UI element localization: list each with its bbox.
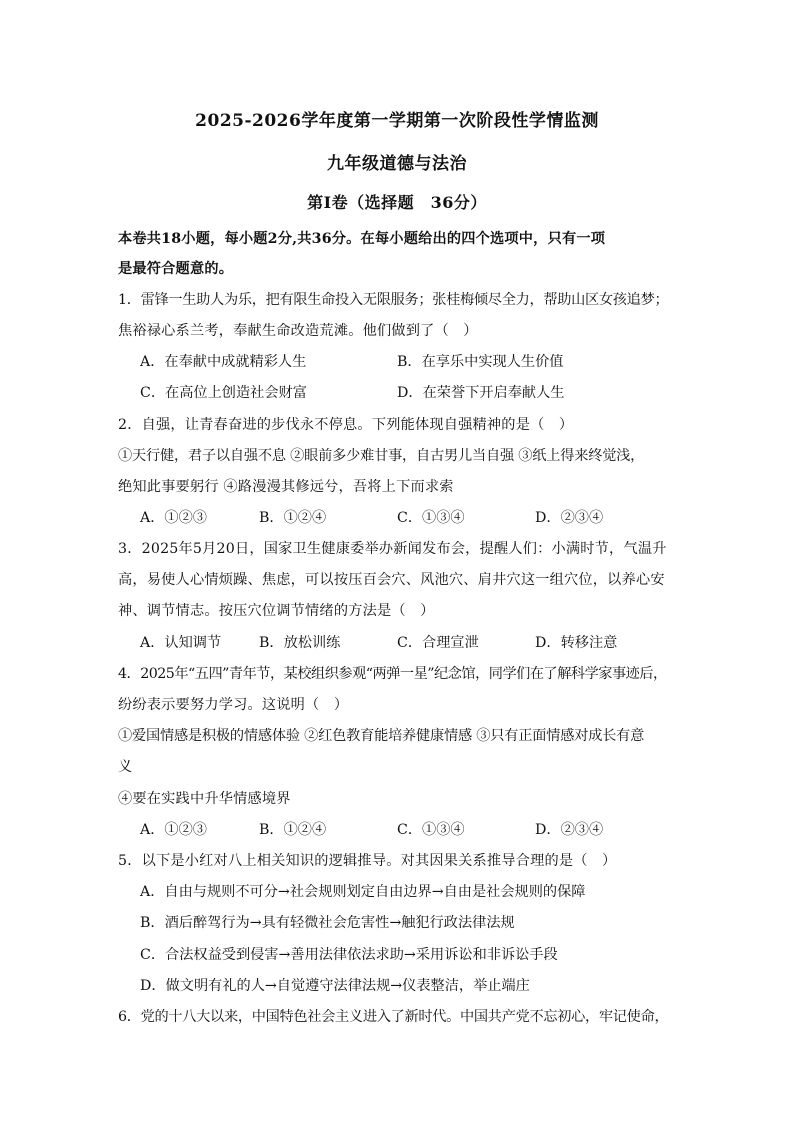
q3-stem-line-1: 3．2025年5月20日，国家卫生健康委举办新闻发布会，提醒人们：小满时节，气温升 xyxy=(118,541,667,557)
q2-statements-line-2: 绝知此事要躬行 ④路漫漫其修远兮，吾将上下而求索 xyxy=(118,479,454,495)
q2-option-d: D．②③④ xyxy=(535,510,604,526)
q4-stem-line-1: 4．2025年“五四”青年节，某校组织参观“两弹一星”纪念馆，同学们在了解科学家事迹后， xyxy=(118,666,667,682)
q2-option-a: A．①②③ xyxy=(140,510,207,526)
q3-option-d: D．转移注意 xyxy=(535,635,618,651)
section-title: 第Ⅰ卷（选择题 36分） xyxy=(307,193,487,212)
q5-stem: 5．以下是小红对八上相关知识的逻辑推导。对其因果关系推导合理的是（ ） xyxy=(118,853,617,869)
q3-stem-line-3: 神、调节情志。按压穴位调节情绪的方法是（ ） xyxy=(118,603,435,619)
q1-stem-line-2: 焦裕禄心系兰考，奉献生命改造荒滩。他们做到了（ ） xyxy=(118,323,478,339)
q6-stem-line-1: 6．党的十八大以来，中国特色社会主义进入了新时代。中国共产党不忘初心，牢记使命， xyxy=(118,1009,669,1025)
q4-option-c: C．①③④ xyxy=(397,822,465,838)
q5-option-d: D．做文明有礼的人→自觉遵守法律法规→仪表整洁，举止端庄 xyxy=(140,978,530,994)
q4-stem-line-2: 纷纷表示要努力学习。这说明（ ） xyxy=(118,697,349,713)
q3-stem-line-2: 高，易使人心情烦躁、焦虑，可以按压百会穴、风池穴、肩井穴这一组穴位，以养心安 xyxy=(118,572,665,588)
subject-title: 九年级道德与法治 xyxy=(327,154,467,174)
q3-option-c: C．合理宣泄 xyxy=(397,635,479,651)
q1-option-c: C．在高位上创造社会财富 xyxy=(140,385,307,401)
q4-option-d: D．②③④ xyxy=(535,822,604,838)
q2-statements-line-1: ①天行健，君子以自强不息 ②眼前多少难甘事，自古男儿当自强 ③纸上得来终觉浅， xyxy=(118,448,645,464)
q5-option-c: C．合法权益受到侵害→善用法律依法求助→采用诉讼和非诉讼手段 xyxy=(140,947,558,963)
q2-stem: 2．自强，让青春奋进的步伐永不停息。下列能体现自强精神的是（ ） xyxy=(118,417,574,433)
q4-statements-line-3: ④要在实践中升华情感境界 xyxy=(118,791,291,807)
q2-option-c: C．①③④ xyxy=(397,510,465,526)
q3-option-b: B．放松训练 xyxy=(259,635,341,651)
q1-option-b: B．在享乐中实现人生价值 xyxy=(397,354,564,370)
instructions-line-1: 本卷共18小题，每小题2分,共36分。在每小题给出的四个选项中，只有一项 xyxy=(118,231,606,247)
q1-option-d: D．在荣誉下开启奉献人生 xyxy=(397,385,565,401)
q5-option-b: B．酒后醉驾行为→具有轻微社会危害性→触犯行政法律法规 xyxy=(140,915,515,931)
q4-statements-line-1: ①爱国情感是积极的情感体验 ②红色教育能培养健康情感 ③只有正面情感对成长有意 xyxy=(118,728,645,744)
q2-option-b: B．①②④ xyxy=(259,510,327,526)
q3-option-a: A．认知调节 xyxy=(140,635,222,651)
exam-title: 2025-2026学年度第一学期第一次阶段性学情监测 xyxy=(195,111,599,131)
q4-option-b: B．①②④ xyxy=(259,822,327,838)
q1-option-a: A．在奉献中成就精彩人生 xyxy=(140,354,307,370)
instructions-line-2: 是最符合题意的。 xyxy=(118,261,234,277)
q4-statements-line-2: 义 xyxy=(118,759,133,775)
q5-option-a: A．自由与规则不可分→社会规则划定自由边界→自由是社会规则的保障 xyxy=(140,884,586,900)
q4-option-a: A．①②③ xyxy=(140,822,207,838)
q1-stem-line-1: 1．雷锋一生助人为乐，把有限生命投入无限服务；张桂梅倾尽全力，帮助山区女孩追梦； xyxy=(118,292,669,308)
